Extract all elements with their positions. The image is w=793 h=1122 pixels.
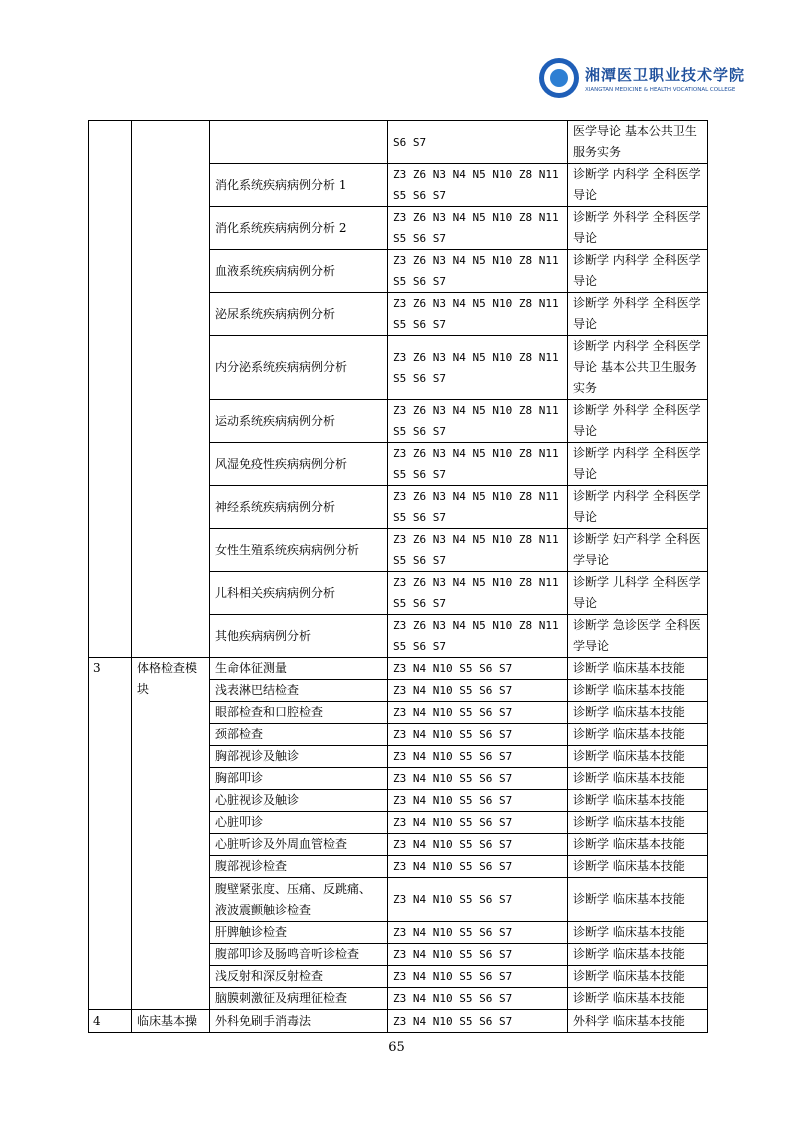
course-cell: 诊断学 临床基本技能 bbox=[568, 790, 708, 812]
competency-code-cell: Z3 N4 N10 S5 S6 S7 bbox=[388, 658, 568, 680]
project-name-cell: 消化系统疾病病例分析 1 bbox=[210, 164, 388, 207]
course-cell: 诊断学 外科学 全科医学导论 bbox=[568, 293, 708, 336]
logo-english-name: XIANGTAN MEDICINE & HEALTH VOCATIONAL COLLEGE bbox=[585, 86, 736, 93]
module-title-cell: 体格检查模块 bbox=[132, 658, 210, 1010]
competency-code-cell: Z3 Z6 N3 N4 N5 N10 Z8 N11 S5 S6 S7 bbox=[388, 615, 568, 658]
course-cell: 诊断学 内科学 全科医学导论 基本公共卫生服务实务 bbox=[568, 336, 708, 400]
project-name-cell: 消化系统疾病病例分析 2 bbox=[210, 207, 388, 250]
project-name-cell: 生命体征测量 bbox=[210, 658, 388, 680]
course-cell: 诊断学 临床基本技能 bbox=[568, 680, 708, 702]
project-name-cell: 心脏视诊及触诊 bbox=[210, 790, 388, 812]
project-name-cell: 脑膜刺激征及病理征检查 bbox=[210, 988, 388, 1010]
table-row bbox=[89, 121, 708, 164]
course-cell: 诊断学 临床基本技能 bbox=[568, 966, 708, 988]
course-cell: 诊断学 临床基本技能 bbox=[568, 658, 708, 680]
course-cell: 诊断学 临床基本技能 bbox=[568, 746, 708, 768]
course-cell: 诊断学 内科学 全科医学导论 bbox=[568, 486, 708, 529]
course-cell: 诊断学 妇产科学 全科医学导论 bbox=[568, 529, 708, 572]
logo-chinese-name: 湘潭医卫职业技术学院 bbox=[585, 65, 746, 84]
competency-code-cell: Z3 Z6 N3 N4 N5 N10 Z8 N11 S5 S6 S7 bbox=[388, 400, 568, 443]
course-cell: 诊断学 临床基本技能 bbox=[568, 702, 708, 724]
page-number: 65 bbox=[388, 1040, 405, 1055]
competency-code-cell: Z3 N4 N10 S5 S6 S7 bbox=[388, 812, 568, 834]
project-name-cell: 女性生殖系统疾病病例分析 bbox=[210, 529, 388, 572]
competency-code-cell: Z3 N4 N10 S5 S6 S7 bbox=[388, 856, 568, 878]
project-name-cell: 其他疾病病例分析 bbox=[210, 615, 388, 658]
course-cell: 诊断学 急诊医学 全科医学导论 bbox=[568, 615, 708, 658]
competency-code-cell: Z3 N4 N10 S5 S6 S7 bbox=[388, 878, 568, 922]
competency-code-cell: Z3 N4 N10 S5 S6 S7 bbox=[388, 680, 568, 702]
project-name-cell: 外科免刷手消毒法 bbox=[210, 1010, 388, 1033]
module-title-cell bbox=[132, 121, 210, 658]
module-title-cell: 临床基本操 bbox=[132, 1010, 210, 1033]
competency-code-cell: Z3 N4 N10 S5 S6 S7 bbox=[388, 702, 568, 724]
competency-code-cell: Z3 N4 N10 S5 S6 S7 bbox=[388, 768, 568, 790]
course-cell: 诊断学 临床基本技能 bbox=[568, 988, 708, 1010]
course-cell: 外科学 临床基本技能 bbox=[568, 1010, 708, 1033]
course-cell: 诊断学 临床基本技能 bbox=[568, 922, 708, 944]
project-name-cell: 儿科相关疾病病例分析 bbox=[210, 572, 388, 615]
competency-code-cell: Z3 N4 N10 S5 S6 S7 bbox=[388, 746, 568, 768]
course-cell: 诊断学 外科学 全科医学导论 bbox=[568, 400, 708, 443]
course-cell: 诊断学 临床基本技能 bbox=[568, 812, 708, 834]
project-name-cell: 颈部检查 bbox=[210, 724, 388, 746]
project-name-cell: 内分泌系统疾病病例分析 bbox=[210, 336, 388, 400]
project-name-cell: 腹部视诊检查 bbox=[210, 856, 388, 878]
project-name-cell: 腹部叩诊及肠鸣音听诊检查 bbox=[210, 944, 388, 966]
competency-code-cell: Z3 N4 N10 S5 S6 S7 bbox=[388, 834, 568, 856]
competency-code-cell: Z3 N4 N10 S5 S6 S7 bbox=[388, 944, 568, 966]
competency-code-cell: Z3 Z6 N3 N4 N5 N10 Z8 N11 S5 S6 S7 bbox=[388, 529, 568, 572]
competency-code-cell: Z3 Z6 N3 N4 N5 N10 Z8 N11 S5 S6 S7 bbox=[388, 293, 568, 336]
curriculum-table bbox=[88, 120, 708, 1033]
competency-code-cell: Z3 Z6 N3 N4 N5 N10 Z8 N11 S5 S6 S7 bbox=[388, 443, 568, 486]
course-cell: 诊断学 临床基本技能 bbox=[568, 944, 708, 966]
project-name-cell: 血液系统疾病病例分析 bbox=[210, 250, 388, 293]
project-name-cell: 泌尿系统疾病病例分析 bbox=[210, 293, 388, 336]
project-name-cell: 腹壁紧张度、压痛、反跳痛、液波震颤触诊检查 bbox=[210, 878, 388, 922]
project-name-cell: 风湿免疫性疾病病例分析 bbox=[210, 443, 388, 486]
table-row bbox=[89, 658, 708, 680]
competency-code-cell: Z3 Z6 N3 N4 N5 N10 Z8 N11 S5 S6 S7 bbox=[388, 250, 568, 293]
course-cell: 诊断学 外科学 全科医学导论 bbox=[568, 207, 708, 250]
project-name-cell: 胸部叩诊 bbox=[210, 768, 388, 790]
competency-code-cell: S6 S7 bbox=[388, 121, 568, 164]
project-name-cell: 胸部视诊及触诊 bbox=[210, 746, 388, 768]
project-name-cell: 肝脾触诊检查 bbox=[210, 922, 388, 944]
competency-code-cell: Z3 N4 N10 S5 S6 S7 bbox=[388, 966, 568, 988]
course-cell: 诊断学 临床基本技能 bbox=[568, 768, 708, 790]
competency-code-cell: Z3 Z6 N3 N4 N5 N10 Z8 N11 S5 S6 S7 bbox=[388, 336, 568, 400]
curriculum-table-body bbox=[89, 121, 708, 1033]
course-cell: 诊断学 临床基本技能 bbox=[568, 856, 708, 878]
course-cell: 诊断学 临床基本技能 bbox=[568, 834, 708, 856]
module-number-cell: 3 bbox=[89, 658, 132, 1010]
college-logo bbox=[539, 56, 746, 100]
course-cell: 诊断学 内科学 全科医学导论 bbox=[568, 164, 708, 207]
project-name-cell: 浅反射和深反射检查 bbox=[210, 966, 388, 988]
course-cell: 诊断学 临床基本技能 bbox=[568, 878, 708, 922]
project-name-cell: 心脏叩诊 bbox=[210, 812, 388, 834]
logo-text bbox=[585, 64, 745, 93]
competency-code-cell: Z3 N4 N10 S5 S6 S7 bbox=[388, 988, 568, 1010]
table-row bbox=[89, 1010, 708, 1033]
competency-code-cell: Z3 Z6 N3 N4 N5 N10 Z8 N11 S5 S6 S7 bbox=[388, 486, 568, 529]
module-number-cell: 4 bbox=[89, 1010, 132, 1033]
course-cell: 诊断学 临床基本技能 bbox=[568, 724, 708, 746]
course-cell: 诊断学 儿科学 全科医学导论 bbox=[568, 572, 708, 615]
module-number-cell bbox=[89, 121, 132, 658]
project-name-cell bbox=[210, 121, 388, 164]
course-cell: 诊断学 内科学 全科医学导论 bbox=[568, 443, 708, 486]
competency-code-cell: Z3 N4 N10 S5 S6 S7 bbox=[388, 790, 568, 812]
competency-code-cell: Z3 N4 N10 S5 S6 S7 bbox=[388, 1010, 568, 1033]
competency-code-cell: Z3 Z6 N3 N4 N5 N10 Z8 N11 S5 S6 S7 bbox=[388, 207, 568, 250]
competency-code-cell: Z3 N4 N10 S5 S6 S7 bbox=[388, 724, 568, 746]
college-seal-icon bbox=[539, 58, 579, 98]
competency-code-cell: Z3 N4 N10 S5 S6 S7 bbox=[388, 922, 568, 944]
project-name-cell: 眼部检查和口腔检查 bbox=[210, 702, 388, 724]
project-name-cell: 浅表淋巴结检查 bbox=[210, 680, 388, 702]
course-cell: 医学导论 基本公共卫生服务实务 bbox=[568, 121, 708, 164]
project-name-cell: 心脏听诊及外周血管检查 bbox=[210, 834, 388, 856]
project-name-cell: 神经系统疾病病例分析 bbox=[210, 486, 388, 529]
competency-code-cell: Z3 Z6 N3 N4 N5 N10 Z8 N11 S5 S6 S7 bbox=[388, 572, 568, 615]
course-cell: 诊断学 内科学 全科医学导论 bbox=[568, 250, 708, 293]
project-name-cell: 运动系统疾病病例分析 bbox=[210, 400, 388, 443]
competency-code-cell: Z3 Z6 N3 N4 N5 N10 Z8 N11 S5 S6 S7 bbox=[388, 164, 568, 207]
